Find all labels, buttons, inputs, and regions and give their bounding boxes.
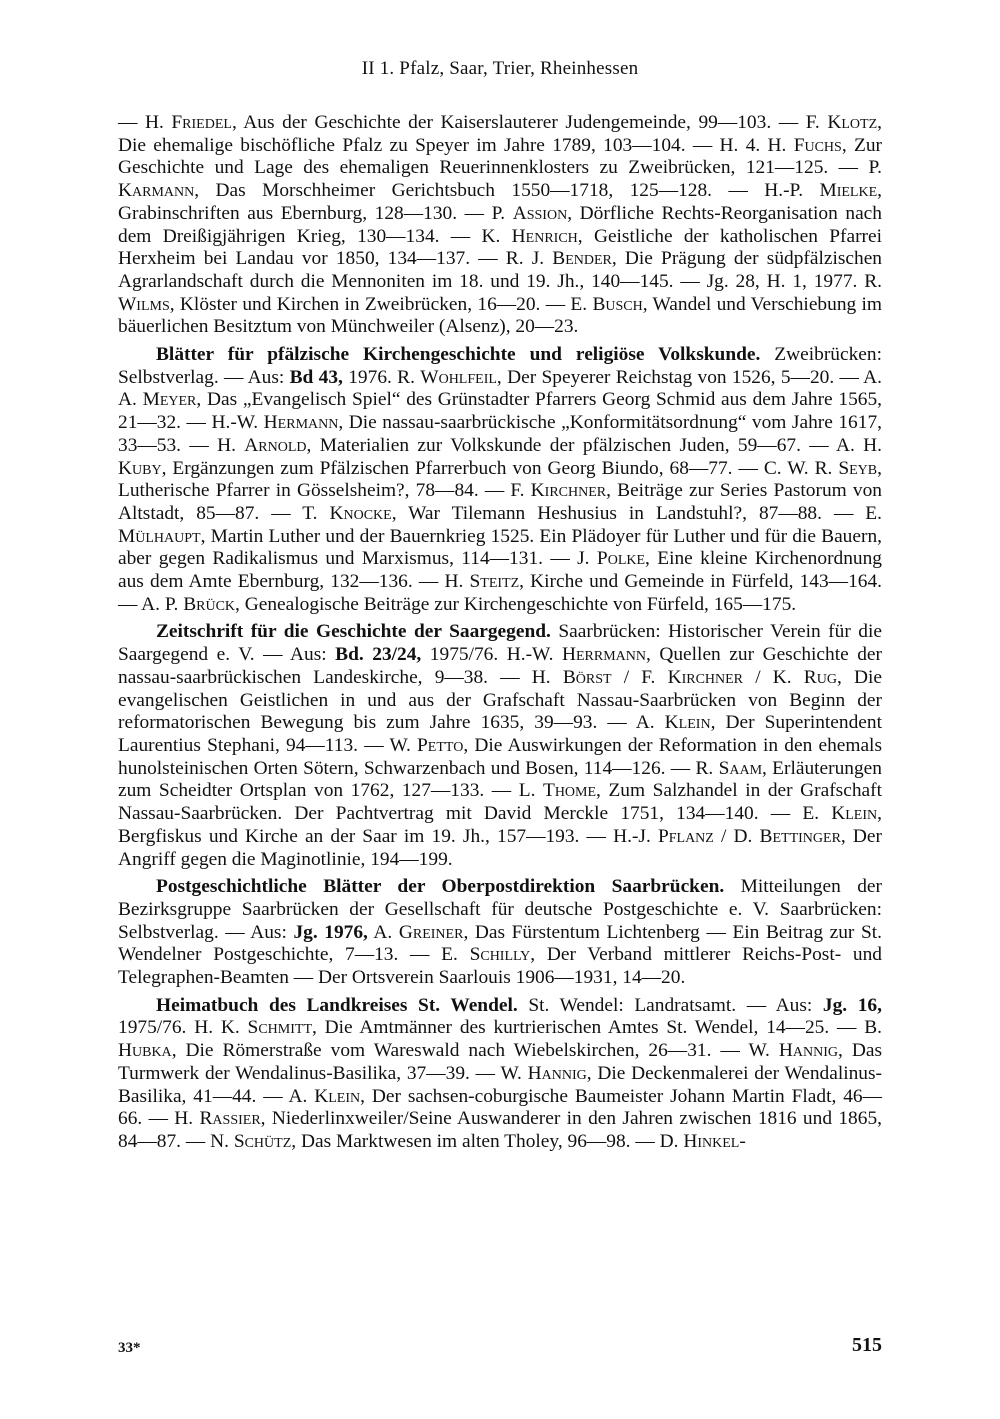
author-name: Kirchner (530, 480, 607, 502)
entry-text: Saarbrücken: Historischer Verein für die Saargegend e. V. — Aus: (118, 621, 882, 666)
entry-text: , Die evangelischen Geistlichen in und aus der Grafschaft Nassau-Saarbrücken von Beginn der reformatorischen Bewegung bis zum Jahre 1635, 39—93. — A. (118, 666, 882, 734)
entry-text: / D. (713, 825, 760, 847)
author-name: Petto (417, 734, 464, 756)
bibliography-entry (118, 621, 882, 871)
entry-text: , Bergfiskus und Kirche an der Saar im 19. Jh., 157—193. — H.-J. (118, 803, 882, 847)
author-name: Hinkel- (683, 1130, 746, 1152)
author-name: Rassier (199, 1108, 261, 1130)
author-name: Fuchs (793, 134, 842, 156)
journal-title: Bd. 23/24, (335, 644, 422, 666)
entry-text: / K. (743, 666, 804, 688)
entry-text: 1975/76. H. K. (118, 1017, 248, 1039)
entry-text: , Die Auswirkungen der Reformation in den ehemals hunolsteinischen Orten Sötern, Schwarzenbach und Bosen, 114—126. — R. (118, 734, 882, 779)
entry-text: , Materialien zur Volkskunde der pfälzischen Juden, 59—67. — A. H. (306, 434, 882, 456)
entry-text: , Genealogische Beiträge zur Kirchengeschichte von Fürfeld, 165—175. (235, 593, 797, 615)
entry-text: , Wandel und Verschiebung im bäuerlichen Besitztum von Münchweiler (Alsenz), 20—23. (118, 293, 882, 338)
entry-text: A. (367, 921, 399, 943)
entry-text: , Der Superintendent Laurentius Stephani, 94—113. — W. (118, 712, 882, 756)
author-name: Busch (592, 293, 643, 315)
entry-text: , Die Amtmänner des kurtrierischen Amtes St. Wendel, 14—25. — B. (312, 1017, 883, 1039)
journal-title: Jg. 1976, (293, 921, 368, 943)
entry-text: , Die ehemalige bischöfliche Pfalz zu Speyer im Jahre 1789, 103—104. — H. 4. H. (118, 112, 882, 156)
journal-title: Jg. 16, (822, 994, 882, 1016)
author-name: Saam (718, 757, 763, 779)
author-name: Knocke (329, 502, 392, 524)
signature-mark: 33* (118, 1340, 141, 1356)
entry-text: , Die Römerstraße vom Wareswald nach Wiebelskirchen, 26—31. — W. (171, 1040, 779, 1062)
author-name: Henrich (511, 225, 578, 247)
author-name: Brück (183, 593, 236, 615)
entry-text: , Grabinschriften aus Ebernburg, 128—130. — P. (118, 180, 882, 224)
bibliography-entry (118, 995, 882, 1154)
journal-title: Postgeschichtliche Blätter der Oberpostdirektion Saarbrücken. (156, 876, 725, 898)
author-name: Schütz (233, 1130, 292, 1152)
author-name: Seyb (838, 457, 878, 479)
entry-text: , Ergänzungen zum Pfälzischen Pfarrerbuch von Georg Biundo, 68—77. — C. W. R. (161, 457, 839, 479)
author-name: Hannig (778, 1040, 838, 1062)
author-name: Schmitt (247, 1017, 312, 1039)
entry-text: , Der Verband mittlerer Reichs-Post- und Telegraphen-Beamten — Der Ortsverein Saarlouis 1906—1931, 14—20. (118, 944, 882, 989)
entry-text: , Quellen zur Geschichte der nassau-saarbrückischen Landeskirche, 9—38. — H. (118, 644, 882, 688)
entry-text: , Aus der Geschichte der Kaiserslauterer Judengemeinde, 99—103. — F. (231, 112, 828, 133)
entry-text: , Die Deckenmalerei der Wendalinus-Basilika, 41—44. — A. (118, 1062, 882, 1107)
entry-text: 1975/76. H.-W. (421, 644, 562, 666)
entry-text: , Der sachsen-coburgische Baumeister Johann Martin Fladt, 46—66. — H. (118, 1085, 883, 1130)
entry-text: Mitteilungen der Bezirksgruppe Saarbrücken der Gesellschaft für deutsche Postgeschichte e. V. Saarbrücken: Selbstverlag. — Aus: (118, 876, 882, 943)
entry-text: , Eine kleine Kirchenordnung aus dem Amte Ebernburg, 132—136. — H. (118, 548, 882, 593)
entry-text: — H. (118, 112, 172, 133)
author-name: Pflanz (657, 825, 714, 847)
entry-text: Zweibrücken: Selbstverlag. — Aus: (118, 344, 882, 388)
bibliography-entry (118, 344, 882, 616)
entry-text: 1976. R. (342, 366, 421, 388)
author-name: Meyer (142, 389, 197, 411)
entry-text: , Kirche und Gemeinde in Fürfeld, 143—164. — A. P. (118, 571, 882, 615)
author-name: Hermann (263, 412, 339, 434)
journal-title: Heimatbuch des Landkreises St. Wendel. (156, 994, 518, 1016)
author-name: Wilms (118, 293, 170, 315)
entry-text: , Lutherische Pfarrer in Gösselsheim?, 78—84. — F. (118, 457, 882, 502)
author-name: Steitz (469, 571, 520, 593)
author-name: Greiner (398, 921, 464, 943)
entry-text: St. Wendel: Landratsamt. — Aus: (517, 994, 823, 1016)
entry-text: , Das „Evangelisch Spiel“ des Grünstadter Pfarrers Georg Schmid aus dem Jahre 1565, 21—32. — H.-W. (118, 389, 882, 434)
entry-text: , Der Angriff gegen die Maginotlinie, 194—199. (118, 825, 882, 870)
entry-text: , Das Turmwerk der Wendalinus-Basilika, 37—39. — W. (118, 1040, 882, 1084)
continued-paragraph (118, 112, 882, 339)
entry-text: , Beiträge zur Series Pastorum von Altstadt, 85—87. — T. (118, 480, 882, 524)
entry-text: , Martin Luther und der Bauernkrieg 1525. Ein Plädoyer für Luther und für die Bauern, aber gegen Radikalismus und Marxismus, 114—131. — J. (118, 525, 882, 570)
author-name: Karmann (118, 180, 195, 202)
main-text-block (118, 112, 882, 1154)
author-name: Assion (512, 202, 568, 224)
entry-text: , War Tilemann Heshusius in Landstuhl?, 87—88. — E. (391, 502, 883, 524)
author-name: Klein (831, 803, 878, 825)
author-name: Thome (542, 780, 597, 802)
entry-text: , Dörfliche Rechts-Reorganisation nach dem Dreißigjährigen Krieg, 130—134. — K. (118, 202, 882, 247)
entry-text: / F. (611, 666, 668, 688)
entry-text: , Zur Geschichte und Lage des ehemaligen Reuerinnenklosters zu Zweibrücken, 121—125. — P. (118, 134, 882, 179)
entry-text: , Der Speyerer Reichstag von 1526, 5—20. — A. A. (118, 366, 882, 411)
author-name: Mülhaupt (118, 525, 201, 547)
entry-text: , Die nassau-saarbrückische „Konformitätsordnung“ vom Jahre 1617, 33—53. — H. (118, 412, 882, 456)
author-name: Schilly (469, 944, 531, 966)
entry-text: , Zum Salzhandel in der Grafschaft Nassau-Saarbrücken. Der Pachtvertrag mit David Merckle 1751, 134—140. — E. (118, 780, 882, 825)
author-name: Klotz (827, 112, 878, 133)
author-name: Mielke (819, 180, 878, 202)
author-name: Bender (552, 248, 612, 270)
page-number: 515 (852, 1334, 882, 1356)
entry-text: , Geistliche der katholischen Pfarrei Herxheim bei Landau vor 1850, 134—137. — R. J. (118, 225, 882, 270)
entry-text: , Das Fürstentum Lichtenberg — Ein Beitrag zur St. Wendelner Postgeschichte, 7—13. — E. (118, 921, 883, 966)
journal-title: Bd 43, (289, 366, 343, 388)
entry-text: , Klöster und Kirchen in Zweibrücken, 16—20. — E. (169, 293, 593, 315)
entry-text: , Das Marktwesen im alten Tholey, 96—98. — D. (291, 1130, 684, 1152)
entry-text: , Erläuterungen zum Scheidter Ortsplan von 1762, 127—133. — L. (118, 757, 882, 802)
author-name: Rug (803, 666, 837, 688)
author-name: Herrmann (561, 644, 646, 666)
journal-title: Blätter für pfälzische Kirchengeschichte und religiöse Volkskunde. (156, 344, 761, 366)
author-name: Polke (596, 548, 646, 570)
author-name: Friedel (171, 112, 232, 133)
journal-title: Zeitschrift für die Geschichte der Saargegend. (156, 621, 551, 643)
author-name: Arnold (244, 434, 307, 456)
author-name: Hannig (527, 1062, 587, 1084)
entry-text: , Niederlinxweiler/Seine Auswanderer in den Jahren zwischen 1816 und 1865, 84—87. — N. (118, 1108, 882, 1152)
author-name: Kirchner (667, 666, 744, 688)
author-name: Wohlfeil (420, 366, 497, 388)
entry-text: , Die Prägung der südpfälzischen Agrarlandschaft durch die Mennoniten im 18. und 19. Jh., 140—145. — Jg. 28, H. 1, 1977. R. (118, 248, 882, 292)
author-name: Kuby (118, 457, 162, 479)
author-name: Bettinger (759, 825, 841, 847)
running-header: II 1. Pfalz, Saar, Trier, Rheinhessen (361, 58, 639, 79)
author-name: Klein (314, 1085, 361, 1107)
author-name: Klein (664, 712, 711, 734)
author-name: Hubka (118, 1040, 172, 1062)
entry-text: , Das Morschheimer Gerichtsbuch 1550—1718, 125—128. — H.-P. (194, 180, 820, 202)
author-name: Börst (562, 666, 612, 688)
bibliography-entry (118, 876, 882, 990)
